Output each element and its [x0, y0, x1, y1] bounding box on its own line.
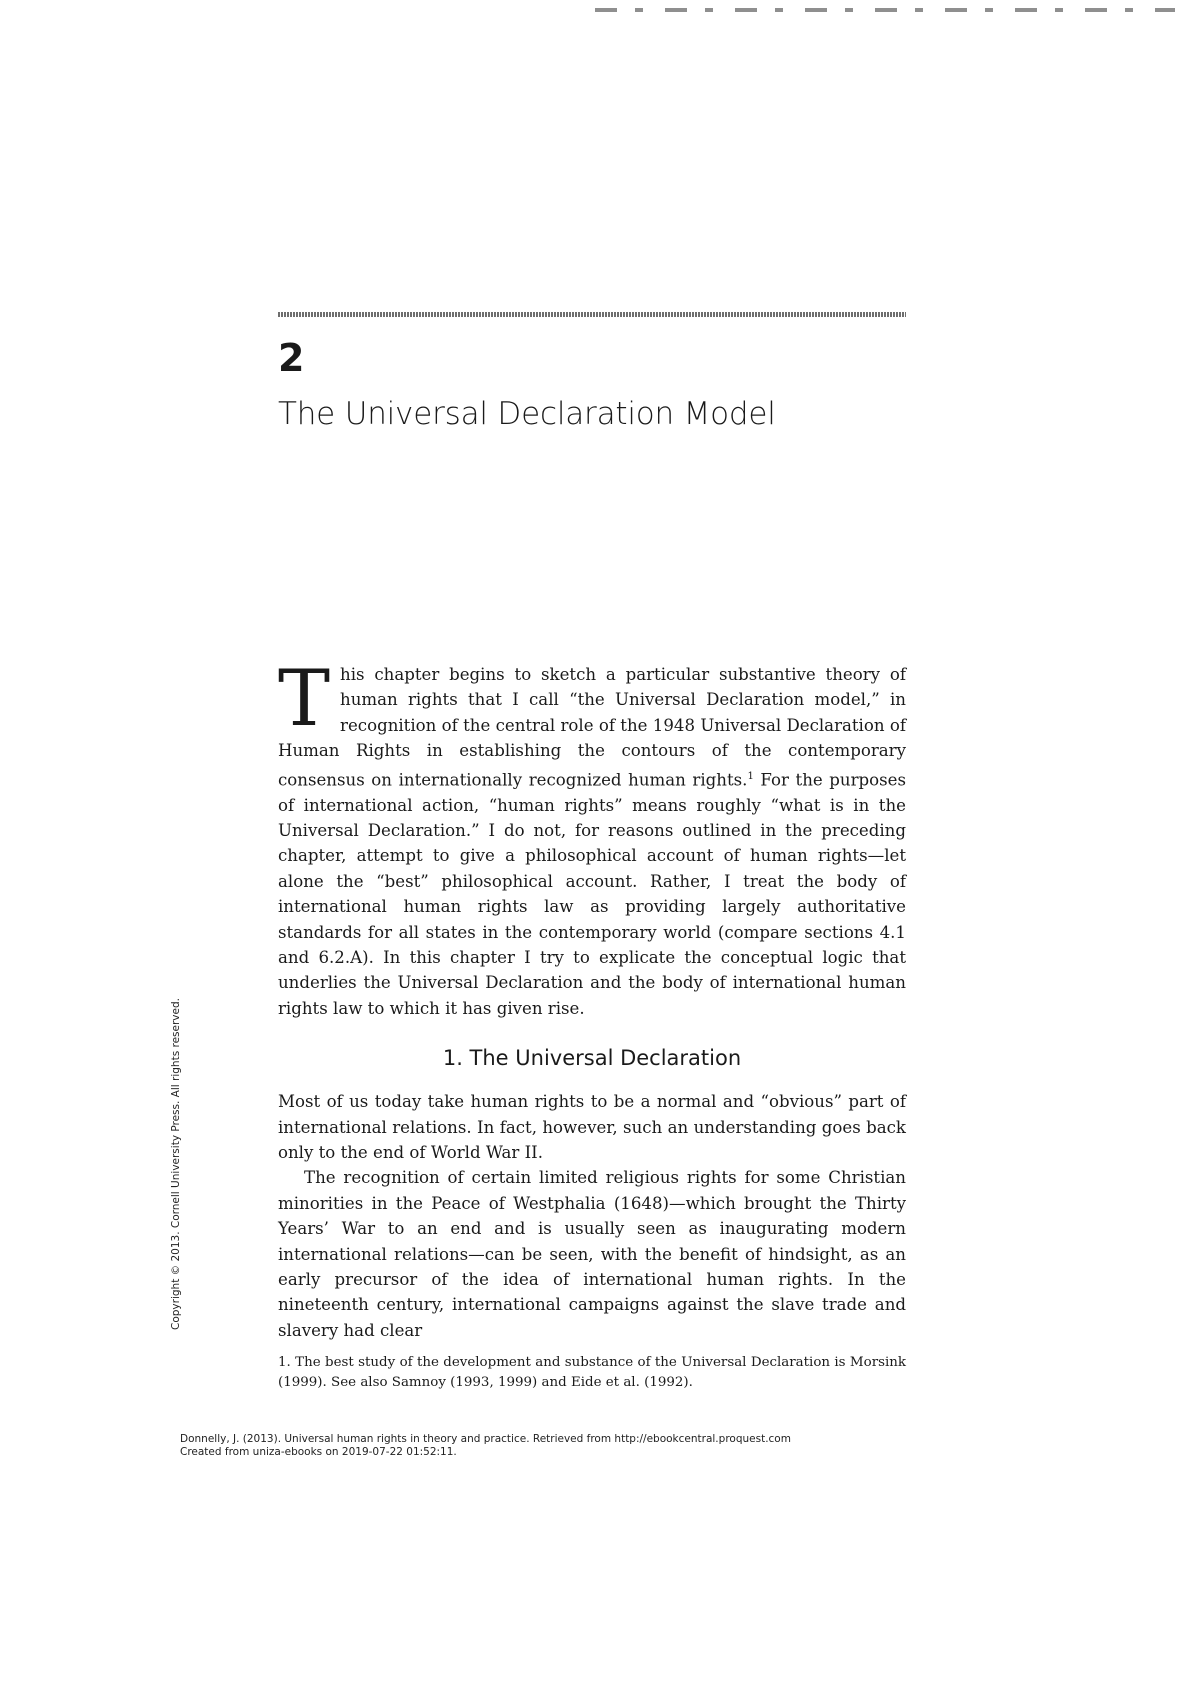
chapter-body: [278, 654, 907, 1343]
chapter-rule: [278, 312, 906, 317]
intro-paragraph: [278, 654, 907, 1021]
source-credit-line: Created from uniza-ebooks on 2019-07-22 01:52:11.: [180, 1446, 457, 1458]
drop-cap: T: [278, 654, 331, 744]
footnote: 1. The best study of the development and substance of the Universal Declaration is Morsink (1999). See also Samnoy (1993, 1999) and Eide et al. (1992).: [278, 1355, 906, 1390]
footnote-reference[interactable]: 1: [747, 770, 754, 782]
section-paragraph: Most of us today take human rights to be a normal and “obvious” part of international relations. In fact, however, such an understanding goes back only to the end of World War II.: [278, 1092, 906, 1163]
intro-text-continued: For the purposes of international action, “human rights” means roughly “what is in the Universal Declaration.” I do not, for reasons outlined in the preceding chapter, attempt to give a philosophical account of human rights—let alone the “best” philosophical account. Rather, I treat the body of international human rights law as providing largely authoritative standards for all states in the contemporary world (compare sections 4.1 and 6.2.A). In this chapter I try to explicate the conceptual logic that underlies the Universal Declaration and the body of international human rights law to which it has given rise.: [278, 770, 907, 1018]
section-heading: 1. The Universal Declaration: [442, 1046, 742, 1071]
chapter-number: 2: [278, 336, 305, 380]
section-paragraph: The recognition of certain limited religious rights for some Christian minorities in the Peace of Westphalia (1648)—which brought the Thirty Years’ War to an end and is usually seen as inaugurating modern international relations—can be seen, with the benefit of hindsight, as an early precursor of the idea of international human rights. In the nineteenth century, international campaigns against the slave trade and slavery had clear: [278, 1168, 906, 1340]
source-credit: [180, 1433, 1020, 1459]
scan-artifact-marks: [595, 8, 1175, 12]
intro-text: his chapter begins to sketch a particular substantive theory of human rights that I call “the Universal Declaration model,” in recognition of the central role of the 1948 Universal Declaration of Human Rights in establishing the contours of the contemporary consensus on internationally recognized human rights.: [278, 665, 906, 790]
chapter-title: The Universal Declaration Model: [278, 396, 776, 432]
copyright-notice: Copyright © 2013. Cornell University Press. All rights reserved.: [170, 998, 182, 1330]
source-credit-line: Donnelly, J. (2013). Universal human rights in theory and practice. Retrieved from http://ebookcentral.proquest.com: [180, 1433, 791, 1445]
